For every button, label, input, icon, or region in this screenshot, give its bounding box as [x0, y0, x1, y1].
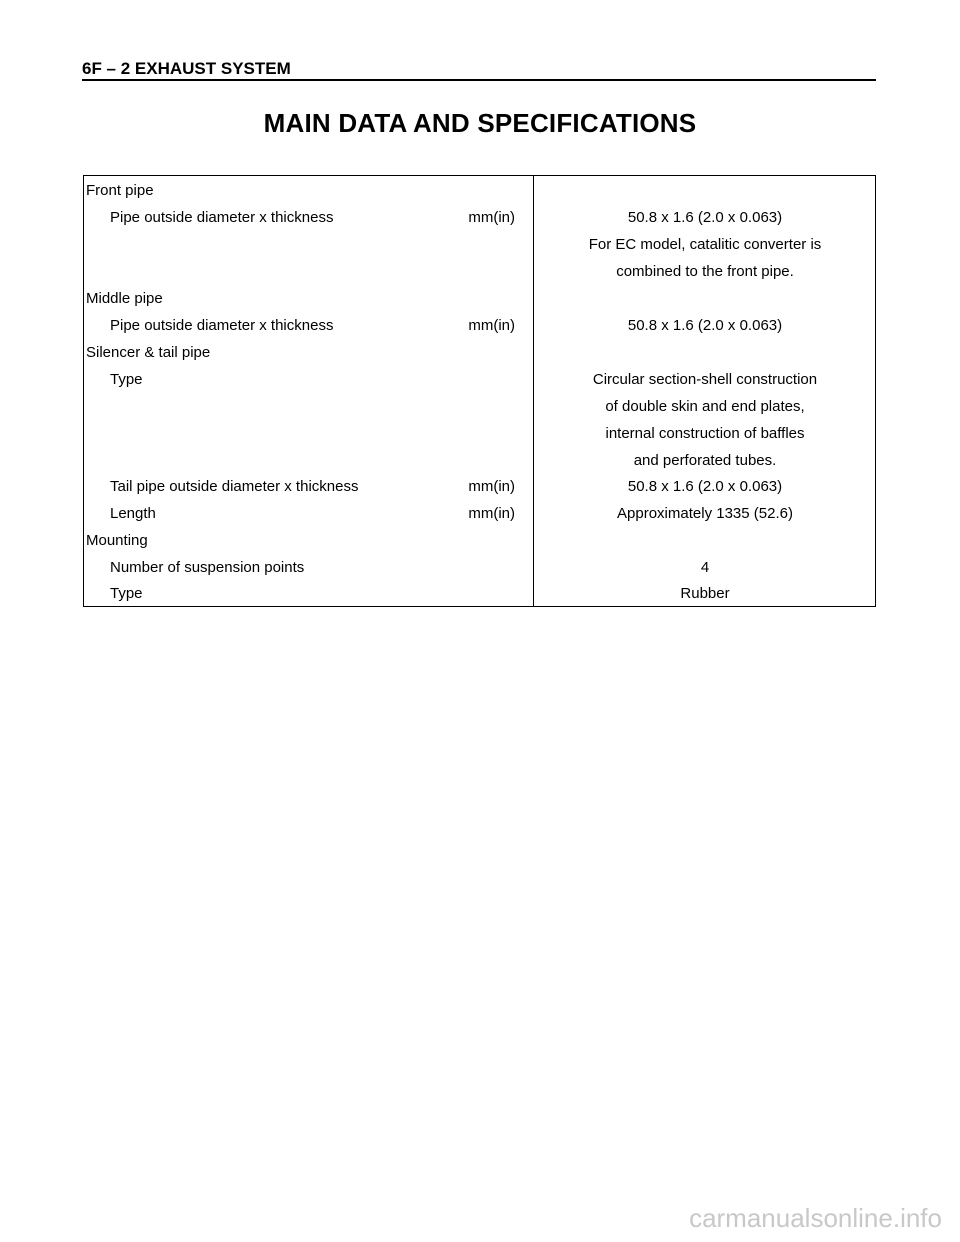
table-row — [84, 473, 875, 500]
table-row — [84, 204, 875, 231]
row-label: Type — [110, 371, 143, 388]
row-value: and perforated tubes. — [633, 452, 777, 469]
table-row — [84, 258, 875, 285]
table-row — [84, 177, 875, 204]
row-value: internal construction of baffles — [605, 425, 805, 442]
table-row — [84, 580, 875, 607]
table-row — [84, 285, 875, 312]
table-row — [84, 339, 875, 366]
row-label: Mounting — [86, 532, 148, 549]
row-label: Tail pipe outside diameter x thickness — [110, 478, 359, 495]
section-header: 6F – 2 EXHAUST SYSTEM — [82, 60, 876, 81]
table-row — [84, 231, 875, 258]
row-label: Pipe outside diameter x thickness — [110, 317, 334, 334]
row-unit: mm(in) — [468, 317, 515, 334]
watermark: carmanualsonline.info — [689, 1203, 942, 1233]
row-unit: mm(in) — [468, 478, 515, 495]
row-value: 4 — [700, 559, 710, 576]
table-row — [84, 447, 875, 474]
row-label: Number of suspension points — [110, 559, 305, 576]
row-value: Approximately 1335 (52.6) — [617, 505, 793, 522]
row-label: Type — [110, 585, 143, 602]
row-value: Circular section-shell construction — [592, 371, 818, 388]
row-unit: mm(in) — [468, 505, 515, 522]
table-row — [84, 500, 875, 527]
row-label: Middle pipe — [86, 290, 163, 307]
table-row — [84, 393, 875, 420]
table-row — [84, 554, 875, 581]
table-row — [84, 366, 875, 393]
row-value: For EC model, catalitic converter is — [588, 236, 822, 253]
row-label: Front pipe — [86, 182, 154, 199]
row-unit: mm(in) — [468, 209, 515, 226]
row-label: Pipe outside diameter x thickness — [110, 209, 334, 226]
row-value: 50.8 x 1.6 (2.0 x 0.063) — [627, 317, 783, 334]
row-label: Length — [110, 505, 156, 522]
row-value: combined to the front pipe. — [616, 263, 794, 280]
row-value: Rubber — [680, 585, 730, 602]
table-row — [84, 527, 875, 554]
row-label: Silencer & tail pipe — [86, 344, 211, 361]
table-row — [84, 312, 875, 339]
row-value: 50.8 x 1.6 (2.0 x 0.063) — [627, 209, 783, 226]
table-row — [84, 420, 875, 447]
row-value: of double skin and end plates, — [605, 398, 805, 415]
row-value: 50.8 x 1.6 (2.0 x 0.063) — [627, 478, 783, 495]
specifications-table — [83, 175, 876, 607]
page-title: MAIN DATA AND SPECIFICATIONS — [263, 108, 697, 138]
